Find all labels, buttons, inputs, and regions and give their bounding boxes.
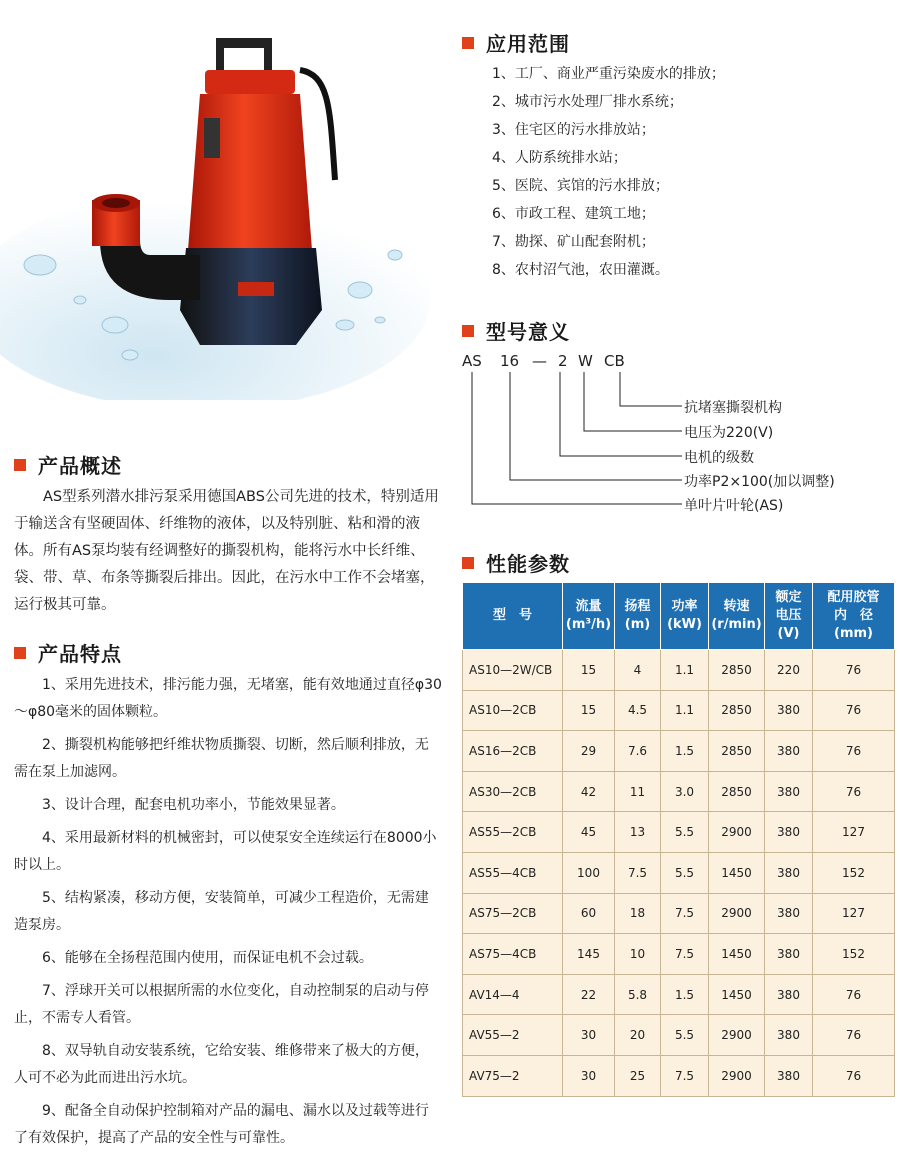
table-row: [463, 893, 895, 934]
performance-table: [462, 582, 895, 1097]
table-cell: 5.5: [661, 1015, 709, 1056]
table-cell: 5.5: [661, 812, 709, 853]
code-part-dash: —: [532, 352, 547, 370]
table-cell: AV75—2: [463, 1055, 563, 1096]
table-header-cell: 转速 (r/min): [709, 583, 765, 650]
table-cell: 60: [563, 893, 615, 934]
feature-item: 4、采用最新材料的机械密封，可以使泵安全连续运行在8000小时以上。: [14, 830, 437, 873]
table-cell: 380: [765, 690, 813, 731]
list-item: 2、城市污水处理厂排水系统；: [492, 94, 683, 110]
table-cell: 45: [563, 812, 615, 853]
table-header-cell: 流量 (m³/h): [563, 583, 615, 650]
table-cell: 380: [765, 852, 813, 893]
code-part-as: AS: [462, 352, 482, 370]
model-label-impeller: 单叶片叶轮(AS): [684, 498, 784, 514]
table-cell: 220: [765, 650, 813, 691]
table-cell: 380: [765, 731, 813, 772]
table-cell: 1450: [709, 934, 765, 975]
table-cell: AV55—2: [463, 1015, 563, 1056]
bullet-square-icon: [462, 325, 474, 337]
table-cell: 29: [563, 731, 615, 772]
model-label-voltage: 电压为220(V): [684, 425, 774, 441]
feature-item: 5、结构紧凑，移动方便，安装简单，可减少工程造价，无需建造泵房。: [14, 890, 429, 933]
table-cell: 2850: [709, 690, 765, 731]
table-cell: 2900: [709, 1015, 765, 1056]
table-cell: 13: [615, 812, 661, 853]
table-cell: 380: [765, 771, 813, 812]
table-cell: 7.5: [661, 893, 709, 934]
model-meaning-heading: 型号意义: [462, 316, 570, 345]
table-cell: 7.5: [661, 934, 709, 975]
table-cell: 380: [765, 893, 813, 934]
table-cell: 30: [563, 1055, 615, 1096]
table-cell: 1.1: [661, 690, 709, 731]
feature-item: 8、双导轨自动安装系统，它给安装、维修带来了极大的方便，人可不必为此而进出污水坑。: [14, 1043, 429, 1086]
table-cell: AS30—2CB: [463, 771, 563, 812]
features-list: [14, 672, 442, 1158]
table-row: [463, 974, 895, 1015]
code-part-voltage: W: [578, 352, 593, 370]
table-cell: 1.1: [661, 650, 709, 691]
features-heading: 产品特点: [14, 638, 122, 667]
table-row: [463, 771, 895, 812]
table-cell: 4.5: [615, 690, 661, 731]
table-row: [463, 650, 895, 691]
table-cell: 145: [563, 934, 615, 975]
list-item: 3、住宅区的污水排放站；: [492, 122, 655, 138]
table-cell: 25: [615, 1055, 661, 1096]
table-cell: 127: [813, 893, 895, 934]
table-cell: AS75—2CB: [463, 893, 563, 934]
table-row: [463, 934, 895, 975]
overview-heading: 产品概述: [14, 450, 122, 479]
table-cell: 5.8: [615, 974, 661, 1015]
feature-item: 7、浮球开关可以根据所需的水位变化，自动控制泵的启动与停止，不需专人看管。: [14, 983, 429, 1026]
code-part-cb: CB: [604, 352, 625, 370]
table-cell: AS55—2CB: [463, 812, 563, 853]
table-cell: 18: [615, 893, 661, 934]
table-body: [463, 650, 895, 1097]
table-cell: 2850: [709, 771, 765, 812]
list-item: 8、农村沼气池，农田灌溉。: [492, 262, 669, 278]
table-cell: 1.5: [661, 731, 709, 772]
table-cell: 76: [813, 690, 895, 731]
table-header-cell: 扬程 (m): [615, 583, 661, 650]
table-cell: 3.0: [661, 771, 709, 812]
application-list: [492, 60, 725, 284]
table-cell: AS16—2CB: [463, 731, 563, 772]
table-row: [463, 812, 895, 853]
table-cell: 7.6: [615, 731, 661, 772]
table-cell: AS10—2CB: [463, 690, 563, 731]
list-item: 5、医院、宾馆的污水排放；: [492, 178, 669, 194]
table-cell: 152: [813, 934, 895, 975]
table-cell: 76: [813, 1015, 895, 1056]
table-cell: 2850: [709, 650, 765, 691]
bullet-square-icon: [462, 37, 474, 49]
table-header-cell: 配用胶管 内 径 (mm): [813, 583, 895, 650]
list-item: 4、人防系统排水站；: [492, 150, 627, 166]
list-item: 6、市政工程、建筑工地；: [492, 206, 655, 222]
table-header-row: [463, 583, 895, 650]
table-cell: 15: [563, 650, 615, 691]
feature-item: 9、配备全自动保护控制箱对产品的漏电、漏水以及过载等进行了有效保护，提高了产品的安全性与可靠性。: [14, 1103, 429, 1146]
table-row: [463, 731, 895, 772]
table-cell: 1.5: [661, 974, 709, 1015]
table-cell: 42: [563, 771, 615, 812]
table-cell: 1450: [709, 852, 765, 893]
model-label-power: 功率P2×100(加以调整): [684, 474, 835, 490]
table-cell: 5.5: [661, 852, 709, 893]
bullet-square-icon: [14, 647, 26, 659]
table-cell: 7.5: [661, 1055, 709, 1096]
table-cell: AS75—4CB: [463, 934, 563, 975]
table-cell: 380: [765, 1015, 813, 1056]
table-cell: AS10—2W/CB: [463, 650, 563, 691]
code-part-power: 16: [500, 352, 520, 370]
table-cell: 380: [765, 934, 813, 975]
table-cell: 10: [615, 934, 661, 975]
table-cell: 20: [615, 1015, 661, 1056]
bullet-square-icon: [462, 557, 474, 569]
model-leader-lines: [460, 372, 690, 512]
model-label-poles: 电机的级数: [684, 450, 754, 466]
table-cell: 76: [813, 650, 895, 691]
feature-item: 2、撕裂机构能够把纤维状物质撕裂、切断，然后顺利排放，无需在泵上加滤网。: [14, 737, 429, 780]
table-cell: 76: [813, 974, 895, 1015]
table-cell: 2850: [709, 731, 765, 772]
model-label-cb: 抗堵塞撕裂机构: [684, 400, 782, 416]
table-header-cell: 型 号: [463, 583, 563, 650]
table-cell: 4: [615, 650, 661, 691]
table-cell: 2900: [709, 1055, 765, 1096]
table-cell: 127: [813, 812, 895, 853]
table-cell: 380: [765, 812, 813, 853]
performance-heading: 性能参数: [462, 548, 570, 577]
feature-item: 6、能够在全扬程范围内使用，而保证电机不会过载。: [42, 950, 373, 966]
table-row: [463, 1055, 895, 1096]
table-row: [463, 1015, 895, 1056]
table-cell: 380: [765, 974, 813, 1015]
table-cell: 2900: [709, 812, 765, 853]
table-header-cell: 额定 电压 (V): [765, 583, 813, 650]
table-cell: 30: [563, 1015, 615, 1056]
bullet-square-icon: [14, 459, 26, 471]
table-cell: 15: [563, 690, 615, 731]
table-cell: 152: [813, 852, 895, 893]
overview-text: AS型系列潜水排污泵采用德国ABS公司先进的技术，特别适用于输送含有坚硬固体、纤维物的液体，以及特别脏、粘和滑的液体。所有AS泵均装有经调整好的撕裂机构，能将污水中长纤维、袋、带、草、布条等撕裂后排出。因此，在污水中工作不会堵塞，运行极其可靠。: [14, 489, 439, 613]
table-cell: 2900: [709, 893, 765, 934]
table-cell: AS55—4CB: [463, 852, 563, 893]
table-cell: 380: [765, 1055, 813, 1096]
table-cell: AV14—4: [463, 974, 563, 1015]
table-cell: 7.5: [615, 852, 661, 893]
table-cell: 76: [813, 731, 895, 772]
table-row: [463, 690, 895, 731]
table-row: [463, 852, 895, 893]
application-heading: 应用范围: [462, 28, 570, 57]
table-header-cell: 功率 (kW): [661, 583, 709, 650]
table-cell: 11: [615, 771, 661, 812]
feature-item: 1、采用先进技术，排污能力强，无堵塞，能有效地通过直径φ30～φ80毫米的固体颗粒。: [14, 677, 442, 720]
list-item: 7、勘探、矿山配套附机；: [492, 234, 655, 250]
table-cell: 76: [813, 771, 895, 812]
table-cell: 100: [563, 852, 615, 893]
table-cell: 22: [563, 974, 615, 1015]
feature-item: 3、设计合理，配套电机功率小，节能效果显著。: [42, 797, 345, 813]
list-item: 1、工厂、商业严重污染废水的排放；: [492, 66, 725, 82]
pump-illustration: [0, 0, 440, 400]
table-cell: 76: [813, 1055, 895, 1096]
code-part-poles: 2: [558, 352, 568, 370]
table-cell: 1450: [709, 974, 765, 1015]
